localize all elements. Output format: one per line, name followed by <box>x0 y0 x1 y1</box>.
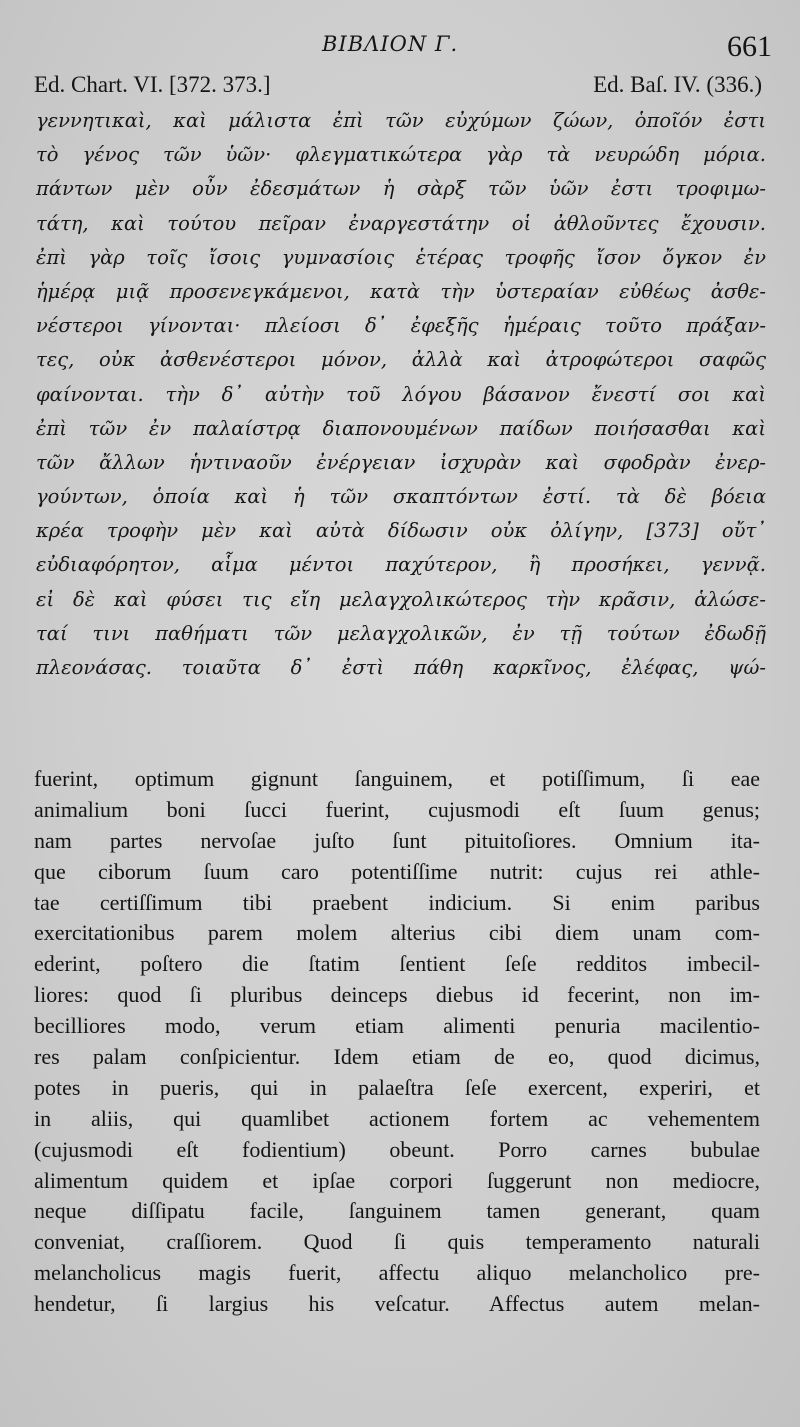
greek-text-line: τῶν ἄλλων ἡντιναοῦν ἐνέργειαν ἰσχυρὰν καὶ σφοδρὰν ἐνερ- <box>36 450 766 474</box>
latin-text-line: fuerint, optimum gignunt ſanguinem, et potiſſimum, ſi eae <box>34 766 760 791</box>
greek-text-line: πλεονάσας. τοιαῦτα δ᾽ ἐστὶ πάθη καρκῖνος, ἐλέφας, ψώ- <box>36 656 766 679</box>
page-number: 661 <box>727 30 772 63</box>
latin-text-line: (cujusmodi eſt fodientium) obeunt. Porro carnes bubulae <box>34 1136 760 1162</box>
page-header <box>0 22 800 66</box>
greek-text-line: ἐπὶ τῶν ἐν παλαίστρᾳ διαπονουμένων παίδων ποιήσασθαι καὶ <box>36 416 766 440</box>
greek-text-line: ἐπὶ γὰρ τοῖς ἴσοις γυμνασίοις ἑτέρας τροφῆς ἴσον ὄγκον ἐν <box>36 245 766 269</box>
latin-text-line: exercitationibus parem molem alterius cibi diem unam com- <box>34 920 760 946</box>
greek-text-line: εὐδιαφόρητον, αἷμα μέντοι παχύτερον, ἢ προσήκει, γεννᾷ. <box>36 553 766 577</box>
latin-text-line: potes in pueris, qui in palaeſtra ſeſe exercent, experiri, et <box>34 1074 760 1100</box>
latin-text-line: nam partes nervoſae juſto ſunt pituitoſiores. Omnium ita- <box>34 827 760 853</box>
greek-text-line: γούντων, ὁποία καὶ ἡ τῶν σκαπτόντων ἐστί. τὰ δὲ βόεια <box>36 485 766 509</box>
latin-text-line: conveniat, craſſiorem. Quod ſi quis temperamento naturali <box>34 1229 760 1255</box>
edition-reference-right: Ed. Baſ. IV. (336.) <box>593 72 762 97</box>
latin-text-block <box>34 764 760 1320</box>
greek-text-line: ἡμέρᾳ μιᾷ προσενεγκάμενοι, κατὰ τὴν ὑστεραίαν εὐθέως ἀσθε- <box>36 279 766 303</box>
greek-text-line: εἰ δὲ καὶ φύσει τις εἴη μελαγχολικώτερος τὴν κρᾶσιν, ἁλώσε- <box>36 587 766 611</box>
latin-text-line: melancholicus magis fuerit, affectu aliquo melancholico pre- <box>34 1260 760 1286</box>
latin-text-line: res palam conſpicientur. Idem etiam de eo, quod dicimus, <box>34 1044 760 1070</box>
greek-text-line: κρέα τροφὴν μὲν καὶ αὐτὰ δίδωσιν οὐκ ὀλίγην, [373] οὔτ᾽ <box>36 519 766 543</box>
greek-text-line: νέστεροι γίνονται· πλείοσι δ᾽ ἐφεξῆς ἡμέραις τοῦτο πράξαν- <box>36 314 766 338</box>
greek-text-line: πάντων μὲν οὖν ἐδεσμάτων ἡ σὰρξ τῶν ὑῶν ἐστι τροφιμω- <box>36 177 766 201</box>
greek-text-line: τὸ γένος τῶν ὑῶν· φλεγματικώτερα γὰρ τὰ νευρώδη μόρια. <box>36 143 766 167</box>
greek-text-block <box>36 104 766 685</box>
greek-text-line: ταί τινι παθήματι τῶν μελαγχολικῶν, ἐν τῇ τούτων ἐδωδῇ <box>36 621 766 645</box>
latin-text-line: hendetur, ſi largius his veſcatur. Affectus autem melan- <box>34 1291 760 1317</box>
running-title: BIBΛΙΟΝ Γ. <box>322 32 459 56</box>
latin-text-line: becilliores modo, verum etiam alimenti penuria macilentio- <box>34 1013 760 1039</box>
greek-text-line: φαίνονται. τὴν δ᾽ αὐτὴν τοῦ λόγου βάσανον ἔνεστί σοι καὶ <box>36 382 766 406</box>
greek-text-line: τάτη, καὶ τούτου πεῖραν ἐναργεστάτην οἱ ἀθλοῦντες ἔχουσιν. <box>36 211 766 235</box>
latin-text-line: que ciborum ſuum caro potentiſſime nutrit: cujus rei athle- <box>34 858 760 884</box>
edition-reference-left: Ed. Chart. VI. [372. 373.] <box>34 72 271 97</box>
latin-text-line: neque diſſipatu facile, ſanguinem tamen generant, quam <box>34 1198 760 1224</box>
latin-text-line: liores: quod ſi pluribus deinceps diebus id fecerint, non im- <box>34 982 760 1008</box>
latin-text-line: in aliis, qui quamlibet actionem fortem ac vehementem <box>34 1105 760 1131</box>
greek-text-line: τες, οὐκ ἀσθενέστεροι μόνον, ἀλλὰ καὶ ἀτροφώτεροι σαφῶς <box>36 348 766 372</box>
latin-text-line: alimentum quidem et ipſae corpori ſuggerunt non mediocre, <box>34 1167 760 1193</box>
latin-text-line: ederint, poſtero die ſtatim ſentient ſeſe redditos imbecil- <box>34 951 760 977</box>
latin-text-line: tae certiſſimum tibi praebent indicium. Si enim paribus <box>34 889 760 915</box>
greek-text-line: γεννητικαὶ, καὶ μάλιστα ἐπὶ τῶν εὐχύμων ζώων, ὁποῖόν ἐστι <box>36 109 766 132</box>
latin-text-line: animalium boni ſucci fuerint, cujusmodi eſt ſuum genus; <box>34 796 760 822</box>
